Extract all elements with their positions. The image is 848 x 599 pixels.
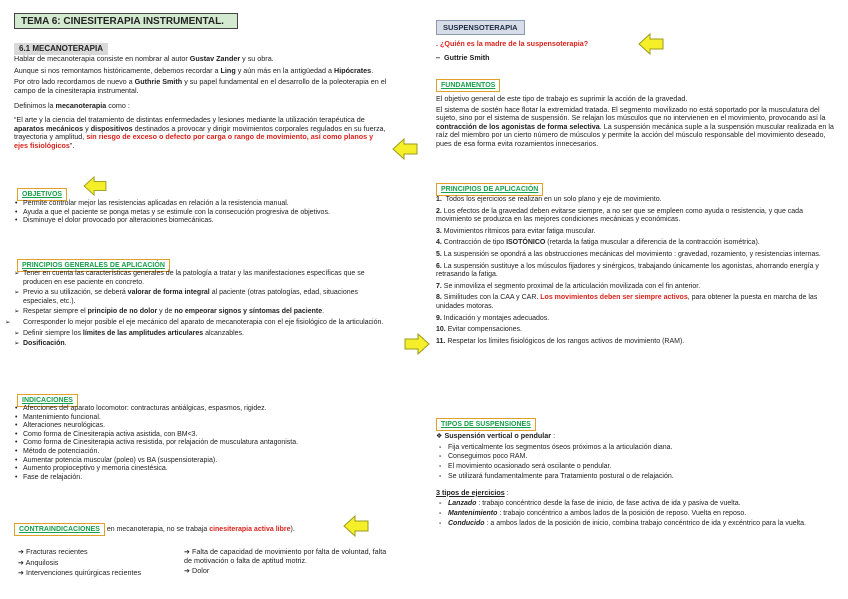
list-item: • Mantenimiento funcional. bbox=[23, 414, 386, 423]
list-item: ➢ Dosificación. bbox=[23, 340, 386, 349]
list-item: • Aumentar potencia muscular (poleo) vs BA (suspensioterapia). bbox=[23, 457, 386, 466]
section-heading-objetivos: OBJETIVOS bbox=[17, 188, 67, 201]
list-item: ➢ Respetar siempre el principio de no dolor y de no empeorar signos y síntomas del paciente. bbox=[23, 308, 386, 317]
indicaciones-list bbox=[14, 405, 386, 482]
list-item: • Afecciones del aparato locomotor: contracturas antiálgicas, espasmos, rigidez. bbox=[23, 405, 386, 414]
list-item: 4. Contracción de tipo ISOTÓNICO (retarda la fatiga muscular a diferencia de la contracción isométrica). bbox=[436, 239, 760, 247]
ejercicios-heading: 3 tipos de ejercicios : bbox=[436, 487, 509, 497]
list-item: • Fase de relajación. bbox=[23, 474, 386, 483]
paragraph: Por otro lado recordamos de nuevo a Guthrie Smith y su papel fundamental en el desarrollo de la poleoterapia en el campo de la cinesiterapia instrumental. bbox=[14, 77, 387, 95]
page-title: TEMA 6: CINESITERAPIA INSTRUMENTAL. bbox=[14, 13, 238, 29]
paragraph: Definimos la mecanoterapia como : bbox=[14, 101, 130, 111]
list-item: 7. Se inmoviliza el segmento proximal de la articulación movilizada con el fin anterior. bbox=[436, 282, 701, 290]
paragraph: Hablar de mecanoterapia consiste en nombrar al autor Gustav Zander y su obra. bbox=[14, 54, 274, 63]
section-heading-suspensoterapia: SUSPENSOTERAPIA bbox=[436, 20, 525, 35]
principios-aplicacion-list bbox=[436, 196, 838, 346]
contra-item: ➔ Falta de capacidad de movimiento por falta de voluntad, falta de motivación o falta de aptitud motriz. bbox=[184, 547, 387, 565]
objetivos-list bbox=[14, 200, 384, 226]
list-item: ➢ Previo a su utilización, se deberá valorar de forma integral al paciente (otras patologías, edad, situaciones especiales, etc.). bbox=[23, 289, 386, 306]
paragraph: Aunque si nos remontamos históricamente, debemos recordar a Ling y aún más en la antigüedad a Hipócrates. bbox=[14, 65, 374, 75]
list-item: 2. Los efectos de la gravedad deben evitarse siempre, a no ser que se empleen como ayuda o resistencia, y que cada movimiento se produzca en las mejores condiciones mecánicas y económicas. bbox=[436, 207, 803, 224]
list-item: 8. Similitudes con la CAA y CAR. Los movimientos deben ser siempre activos, para obtener la puesta en marcha de las unidades motoras. bbox=[436, 294, 818, 310]
list-item: 10. Evitar compensaciones. bbox=[436, 326, 523, 334]
list-item: • Como forma de Cinesiterapia activa resistida, por relajación de musculatura antagonista. bbox=[23, 439, 386, 448]
contra-item: ➔ Fracturas recientes bbox=[18, 547, 88, 556]
list-item: • Permite controlar mejor las resistencias aplicadas en relación a la resistencia manual. bbox=[23, 200, 384, 209]
list-item: - Conducido : a ambos lados de la posición de inicio, combina trabajo concéntrico de ida y excéntrico para la vuelta. bbox=[448, 520, 838, 529]
list-item: - El movimiento ocasionado será oscilante o pendular. bbox=[448, 463, 838, 472]
list-item: ➢ Definir siempre los límites de las amplitudes articulares alcanzables. bbox=[23, 330, 386, 339]
ejercicios-list bbox=[436, 500, 838, 528]
list-item: - Mantenimiento : trabajo concéntrico a ambos lados de la posición de reposo. Vuelta en reposo. bbox=[448, 510, 838, 519]
section-heading-mecanoterapia: 6.1 MECANOTERAPIA bbox=[14, 43, 108, 55]
list-item: 5. La suspensión se opondrá a las obstrucciones mecánicas del movimiento : gravedad, rozamiento, y resistencias internas. bbox=[436, 250, 821, 258]
tipos-list bbox=[436, 444, 838, 482]
section-heading-principios-aplicacion: PRINCIPIOS DE APLICACIÓN bbox=[436, 183, 543, 196]
section-heading-tipos-suspensiones: TIPOS DE SUSPENSIONES bbox=[436, 418, 536, 431]
list-item: • Disminuye el dolor provocado por alteraciones biomecánicas. bbox=[23, 217, 384, 226]
list-item: • Aumento propioceptivo y memoria cinestésica. bbox=[23, 465, 386, 474]
list-item: ➢ Tener en cuenta las características generales de la patología a tratar y las manifestaciones específicas que se producen en ese paciente en concreto. bbox=[23, 270, 386, 287]
list-item: - Fija verticalmente los segmentos óseos próximos a la articulación diana. bbox=[448, 444, 838, 453]
list-item: 3. Movimientos rítmicos para evitar fatiga muscular. bbox=[436, 227, 596, 235]
question-text: . ¿Quién es la madre de la suspensoterapia? bbox=[436, 39, 589, 48]
list-item: ➢ Corresponder lo mejor posible el eje mecánico del aparato de mecanoterapia con el eje fisiológico de la articulación. bbox=[14, 319, 386, 328]
right-arrow-icon bbox=[404, 333, 430, 355]
section-heading-contraindicaciones: CONTRAINDICACIONES bbox=[14, 523, 105, 536]
list-item: 11. Respetar los límites fisiológicos de los rangos activos de movimiento (RAM). bbox=[436, 337, 685, 345]
contra-item: ➔ Anquilosis bbox=[18, 557, 59, 567]
list-item: • Ayuda a que el paciente se ponga metas y se estimule con la consecución progresiva de objetivos. bbox=[23, 209, 384, 218]
paragraph: El sistema de sostén hace flotar la extremidad tratada. El segmento movilizado no está soportado por la musculatura del sujeto, sino por el sistema de suspensión. Se relajan los músculos que no intervienen en el movimiento, provocando así la contracción de los agonistas de forma selectiva. La suspensión mecánica suple a la suspensión muscular realizada en la raíz del miembro por un cierto número de músculos y permite la acción del músculo responsable del movimiento deseado, pues de esa forma evita rozamientos innecesarios. bbox=[436, 104, 834, 148]
list-item: • Método de potenciación. bbox=[23, 448, 386, 457]
answer-text: ‒ Guttrie Smith bbox=[436, 52, 490, 62]
list-item: - Se utilizará fundamentalmente para Tratamiento postural o de relajación. bbox=[448, 473, 838, 482]
subheading: ❖ Suspensión vertical o pendular : bbox=[436, 431, 556, 440]
section-heading-principios: PRINCIPIOS GENERALES DE APLICACIÓN bbox=[17, 259, 170, 272]
list-item: 1. Todos los ejercicios se realizan en un solo plano y eje de movimiento. bbox=[436, 196, 662, 203]
paragraph: El objetivo general de este tipo de trabajo es suprimir la acción de la gravedad. bbox=[436, 94, 688, 103]
list-item: 6. La suspensión sustituye a los músculos fijadores y sinérgicos, trabajando únicamente los agonistas, ahorrando energía y retrasando la fatiga. bbox=[436, 262, 819, 279]
principios-list bbox=[14, 270, 386, 349]
list-item: • Alteraciones neurológicas. bbox=[23, 422, 386, 431]
section-heading-fundamentos: FUNDAMENTOS bbox=[436, 79, 500, 92]
left-arrow-icon bbox=[83, 176, 107, 196]
contra-item: ➔ Dolor bbox=[184, 566, 210, 576]
list-item: • Como forma de Cinesiterapia activa asistida, con BM<3. bbox=[23, 431, 386, 440]
list-item: 9. Indicación y montajes adecuados. bbox=[436, 314, 550, 322]
list-item: - Lanzado : trabajo concéntrico desde la fase de inicio, de fase activa de ida y pasiva de vuelta. bbox=[448, 500, 838, 509]
left-arrow-icon bbox=[392, 138, 418, 160]
definition-quote: “El arte y la ciencia del tratamiento de distintas enfermedades y lesiones mediante la utilización terapéutica de aparatos mecánicos y dispositivos destinados a provocar y dirigir movimientos corporales regulados en su fuerza, trayectoria y amplitud, sin riesgo de exceso o defecto por carga o rango de movimiento, así como planos y ejes fisiológicos”. bbox=[14, 114, 386, 150]
contra-item: ➔ Intervenciones quirúrgicas recientes bbox=[18, 568, 142, 578]
list-item: - Conseguimos poco RAM. bbox=[448, 453, 838, 462]
contra-intro: en mecanoterapia, no se trabaja cinesiterapia activa libre). bbox=[104, 526, 295, 533]
section-heading-indicaciones: INDICACIONES bbox=[17, 394, 78, 407]
left-arrow-icon bbox=[638, 33, 664, 55]
left-arrow-icon bbox=[343, 515, 369, 537]
